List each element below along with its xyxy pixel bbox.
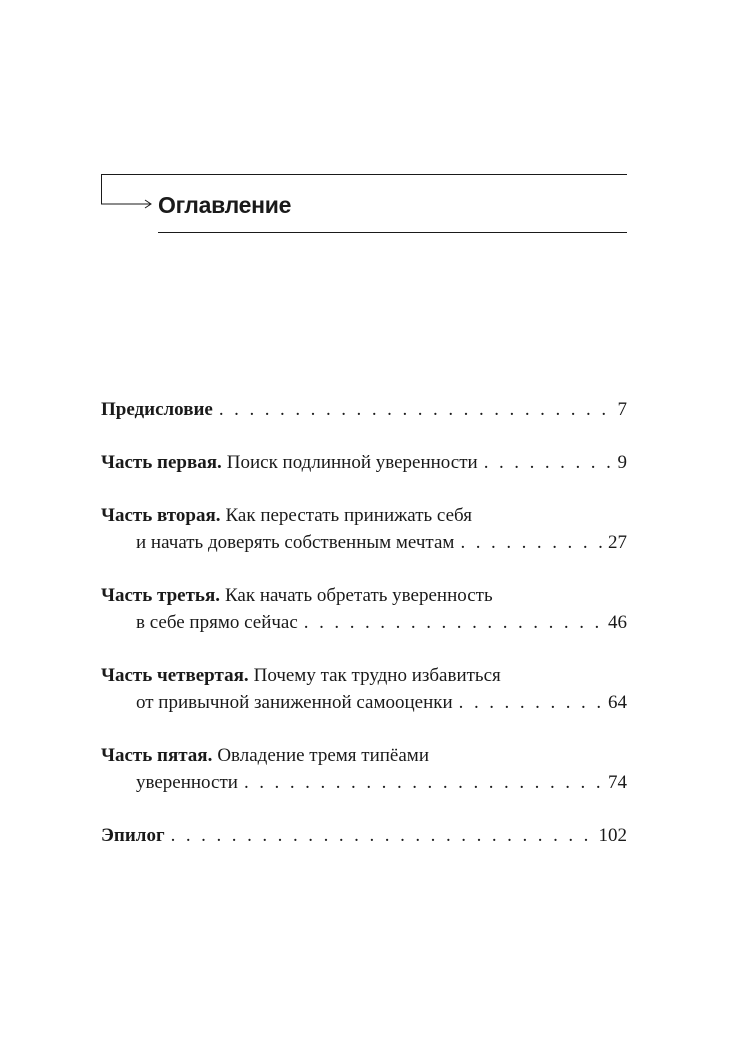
toc-chapter-title-continued: и начать доверять собственным мечтам bbox=[136, 532, 455, 553]
toc-line bbox=[101, 742, 627, 769]
toc-line-continued bbox=[101, 609, 627, 636]
toc-part-label: Часть пятая. bbox=[101, 745, 213, 766]
toc-page-number: 27 bbox=[608, 532, 627, 553]
toc-entry-part3[interactable] bbox=[101, 582, 627, 636]
toc-entry-part4[interactable] bbox=[101, 662, 627, 716]
toc-part-label: Часть первая. bbox=[101, 452, 222, 473]
toc-chapter-title: Овладение тремя типёами bbox=[217, 745, 429, 766]
toc-line-continued bbox=[101, 689, 627, 716]
toc-part-label: Часть третья. bbox=[101, 585, 220, 606]
toc-line-continued bbox=[101, 529, 627, 556]
toc-entry-part1[interactable] bbox=[101, 449, 627, 476]
toc-line bbox=[101, 822, 627, 849]
toc-chapter-title-continued: от привычной заниженной самооценки bbox=[136, 692, 453, 713]
toc-page-number: 74 bbox=[608, 772, 627, 793]
toc-chapter-title: Почему так трудно избавиться bbox=[253, 665, 501, 686]
contents-header bbox=[0, 0, 739, 260]
toc-line bbox=[101, 662, 627, 689]
dot-leader bbox=[460, 529, 602, 556]
toc-chapter-title: Поиск подлинной уверенности bbox=[226, 452, 478, 473]
dot-leader bbox=[171, 822, 593, 849]
dot-leader bbox=[304, 609, 602, 636]
toc-page-number: 9 bbox=[617, 452, 627, 473]
dot-leader bbox=[459, 689, 602, 716]
toc-entry-preface[interactable] bbox=[101, 396, 627, 423]
table-of-contents bbox=[101, 396, 627, 875]
toc-part-label: Часть четвертая. bbox=[101, 665, 249, 686]
toc-line bbox=[101, 449, 627, 476]
toc-page-number: 102 bbox=[598, 825, 627, 846]
toc-part-label: Эпилог bbox=[101, 825, 165, 846]
toc-chapter-title-continued: уверенности bbox=[136, 772, 238, 793]
header-top-rule bbox=[101, 174, 627, 175]
toc-line bbox=[101, 582, 627, 609]
page-title: Оглавление bbox=[158, 192, 292, 218]
dot-leader bbox=[484, 449, 612, 476]
toc-page-number: 64 bbox=[608, 692, 627, 713]
toc-line-continued bbox=[101, 769, 627, 796]
dot-leader bbox=[244, 769, 602, 796]
header-bottom-rule bbox=[158, 232, 627, 233]
dot-leader bbox=[219, 396, 612, 423]
toc-line bbox=[101, 396, 627, 423]
toc-part-label: Часть вторая. bbox=[101, 505, 221, 526]
toc-entry-part2[interactable] bbox=[101, 502, 627, 556]
toc-chapter-title: Как перестать принижать себя bbox=[225, 505, 472, 526]
toc-chapter-title-continued: в себе прямо сейчас bbox=[136, 612, 298, 633]
toc-page-number: 7 bbox=[617, 399, 627, 420]
toc-page-number: 46 bbox=[608, 612, 627, 633]
arrow-right-icon bbox=[101, 198, 153, 210]
toc-part-label: Предисловие bbox=[101, 399, 213, 420]
toc-entry-epilogue[interactable] bbox=[101, 822, 627, 849]
toc-entry-part5[interactable] bbox=[101, 742, 627, 796]
toc-chapter-title: Как начать обретать уверенность bbox=[224, 585, 493, 606]
toc-line bbox=[101, 502, 627, 529]
